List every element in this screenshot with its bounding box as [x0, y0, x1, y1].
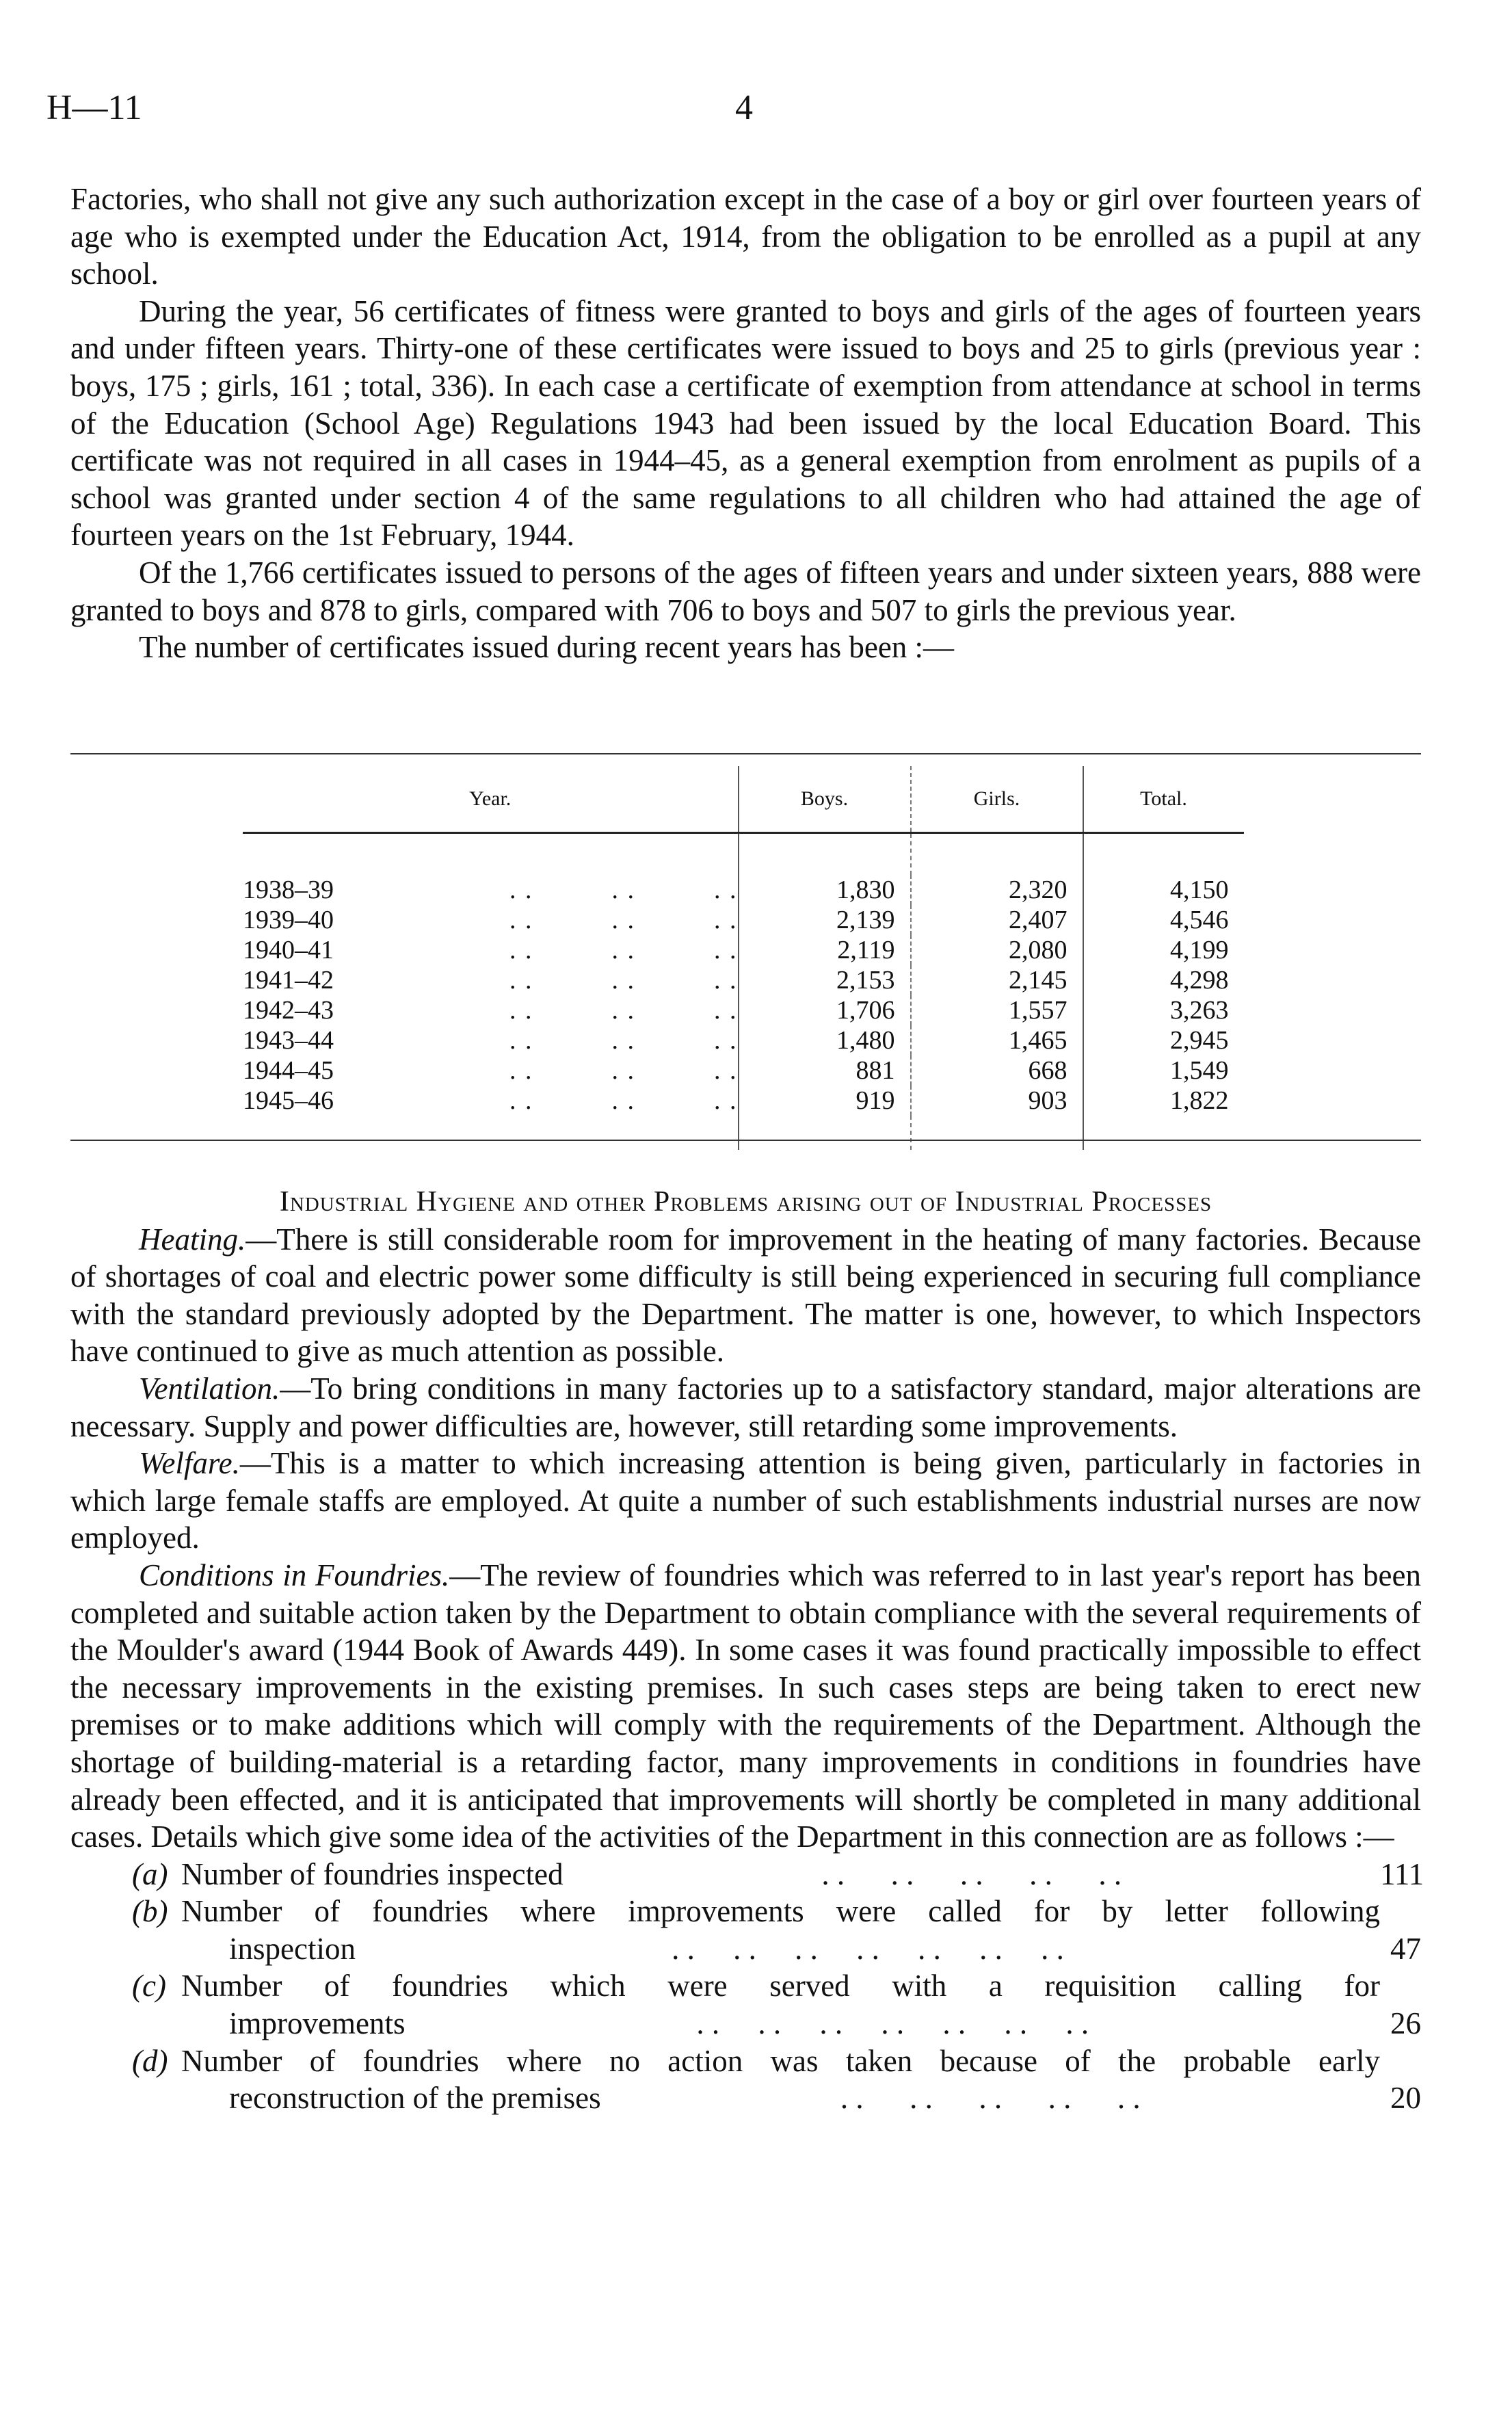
table-row: [243, 905, 1244, 935]
subsection-text: —This is a matter to which increasing attention is being given, particularly in factories in which large female staffs are employed. At quite a number of such establishments industrial nurses are now employed.: [70, 1446, 1421, 1555]
item-text: Number of foundries where no action was taken because of the probable early: [181, 2043, 1380, 2078]
cell-girls: 1,557: [911, 995, 1083, 1025]
table-row: [243, 995, 1244, 1025]
subsection-paragraph: [70, 1221, 1421, 1370]
cell-boys: 881: [739, 1055, 911, 1086]
paragraph: Factories, who shall not give any such authorization except in the case of a boy or girl over fourteen years of age who is exempted under the Education Act, 1914, from the obligation to be enrolled as a pupil at any school.: [70, 182, 1421, 291]
cell-total: 4,150: [1083, 875, 1244, 905]
cell-year: 1940–41: [243, 936, 334, 964]
subsection-paragraph: [70, 1370, 1421, 1445]
item-value: 26: [1390, 2006, 1421, 2041]
cell-total: 3,263: [1083, 995, 1244, 1025]
cell-year: 1945–46: [243, 1086, 334, 1115]
table-row: [243, 1086, 1244, 1116]
leader-dots: . . . . . . . . . . . . . .: [672, 1931, 1064, 1966]
header-year: Year.: [243, 766, 739, 833]
foundry-list: [70, 1856, 1424, 2117]
page-number: 4: [735, 88, 753, 127]
leader-dots: . . . . . . . . . .: [821, 1856, 1122, 1891]
list-item: [132, 1856, 1424, 1893]
cell-year: 1944–45: [243, 1056, 334, 1085]
paragraph: Of the 1,766 certificates issued to persons of the ages of fifteen years and under sixteen years, 888 were granted to boys and 878 to girls, compared with 706 to boys and 507 to girls the previous year.: [70, 555, 1421, 627]
cell-year: 1938–39: [243, 876, 334, 904]
table-bottom-rule: [70, 1140, 1421, 1141]
subsection-title: Heating.: [139, 1222, 246, 1257]
header-total: Total.: [1083, 766, 1244, 833]
leader-dots: . . . . . .: [509, 966, 738, 995]
item-label: (b): [132, 1894, 168, 1929]
list-item: [132, 1893, 1421, 1967]
document-code: H—11: [47, 88, 142, 127]
item-value: 47: [1390, 1931, 1421, 1966]
table-header-row: [243, 766, 1244, 833]
leader-dots: . . . . . .: [509, 1086, 738, 1115]
leader-dots: . . . . . .: [509, 936, 738, 964]
cell-year: 1943–44: [243, 1026, 334, 1055]
item-label: (c): [132, 1969, 166, 2003]
header-girls: Girls.: [911, 766, 1083, 833]
leader-dots: . . . . . .: [509, 996, 738, 1025]
paragraph: During the year, 56 certificates of fitness were granted to boys and girls of the ages of fourteen years and under fifteen years. Thirty-one of these certificates were issued to boys and 25 to girls (previous year : boys, 175 ; girls, 161 ; total, 336). In each case a certificate of exemption from attendance at school in terms of the Education (School Age) Regulations 1943 had been issued by the local Education Board. This certificate was not required in all cases in 1944–45, as a general exemption from enrolment as pupils of a school was granted under section 4 of the same regulations to all children who had attained the age of fourteen years on the 1st February, 1944.: [70, 293, 1421, 553]
intro-text: [70, 181, 1421, 666]
cell-year: 1941–42: [243, 966, 334, 995]
item-value: 111: [1380, 1856, 1424, 1891]
cell-total: 4,546: [1083, 905, 1244, 935]
leader-dots: . . . . . . . . . .: [840, 2081, 1141, 2116]
cell-total: 1,822: [1083, 1086, 1244, 1116]
table-row: [243, 935, 1244, 965]
cell-total: 4,199: [1083, 935, 1244, 965]
cell-girls: 2,145: [911, 965, 1083, 995]
cell-boys: 1,830: [739, 875, 911, 905]
cell-boys: 2,119: [739, 935, 911, 965]
cell-total: 1,549: [1083, 1055, 1244, 1086]
table-row: [243, 1025, 1244, 1055]
cell-boys: 919: [739, 1086, 911, 1116]
cell-girls: 2,080: [911, 935, 1083, 965]
cell-girls: 2,320: [911, 875, 1083, 905]
leader-dots: . . . . . .: [509, 876, 738, 904]
item-text: Number of foundries inspected: [181, 1856, 563, 1891]
item-text-cont: inspection: [229, 1931, 356, 1966]
cell-total: 4,298: [1083, 965, 1244, 995]
table-top-rule: [70, 753, 1421, 754]
section-heading: Industrial Hygiene and other Problems arising out of Industrial Processes: [279, 1186, 1212, 1218]
item-label: (d): [132, 2043, 168, 2078]
list-item: [132, 2042, 1421, 2117]
leader-dots: . . . . . .: [509, 1026, 738, 1055]
table-row: [243, 1055, 1244, 1086]
cell-boys: 2,153: [739, 965, 911, 995]
cell-girls: 2,407: [911, 905, 1083, 935]
subsection-title: Conditions in Foundries.: [139, 1558, 450, 1592]
item-text-cont: improvements: [229, 2006, 406, 2041]
cell-boys: 1,480: [739, 1025, 911, 1055]
cell-girls: 1,465: [911, 1025, 1083, 1055]
cell-girls: 668: [911, 1055, 1083, 1086]
item-label: (a): [132, 1856, 168, 1891]
leader-dots: . . . . . .: [509, 906, 738, 934]
subsection-paragraph: [70, 1445, 1421, 1557]
body-text: [70, 1183, 1424, 2117]
subsection-text: —The review of foundries which was referred to in last year's report has been completed and suitable action taken by the Department to obtain compliance with the several requirements of the Moulder's award (1944 Book of Awards 449). In some cases it was found practically impossible to effect the necessary improvements in the existing premises. In such cases steps are being taken to erect new premises or to make additions which will comply with the requirements of the Department. Although the shortage of building-material is a retarding factor, many improvements in conditions in foundries have already been effected, and it is anticipated that improvements will shortly be completed in many additional cases. Details which give some idea of the activities of the Department in this connection are as follows :—: [70, 1558, 1421, 1854]
subsection-title: Welfare.: [139, 1446, 240, 1481]
certificates-table: [243, 766, 1244, 1150]
table-row: [243, 965, 1244, 995]
subsection-title: Ventilation.: [139, 1371, 280, 1406]
item-text: Number of foundries which were served with a requisition calling for: [181, 1969, 1380, 2003]
item-text: Number of foundries where improvements were called for by letter following: [181, 1894, 1380, 1929]
header-boys: Boys.: [739, 766, 911, 833]
cell-boys: 2,139: [739, 905, 911, 935]
cell-year: 1942–43: [243, 996, 334, 1025]
item-text-cont: reconstruction of the premises: [229, 2081, 601, 2116]
cell-boys: 1,706: [739, 995, 911, 1025]
item-value: 20: [1390, 2081, 1421, 2116]
paragraph: The number of certificates issued during recent years has been :—: [139, 630, 955, 665]
leader-dots: . . . . . .: [509, 1056, 738, 1085]
table-row: [243, 875, 1244, 905]
leader-dots: . . . . . . . . . . . . . .: [696, 2006, 1089, 2041]
list-item: [132, 1967, 1421, 2042]
cell-year: 1939–40: [243, 906, 334, 934]
cell-total: 2,945: [1083, 1025, 1244, 1055]
subsection-text: —There is still considerable room for improvement in the heating of many factories. Because of shortages of coal and electric power some difficulty is still being experienced in securing full compliance with the standard previously adopted by the Department. The matter is one, however, to which Inspectors have continued to give as much attention as possible.: [70, 1222, 1421, 1369]
cell-girls: 903: [911, 1086, 1083, 1116]
subsection-paragraph: [70, 1557, 1421, 1856]
subsection-text: —To bring conditions in many factories up to a satisfactory standard, major alterations are necessary. Supply and power difficulties are, however, still retarding some improvements.: [70, 1371, 1421, 1443]
